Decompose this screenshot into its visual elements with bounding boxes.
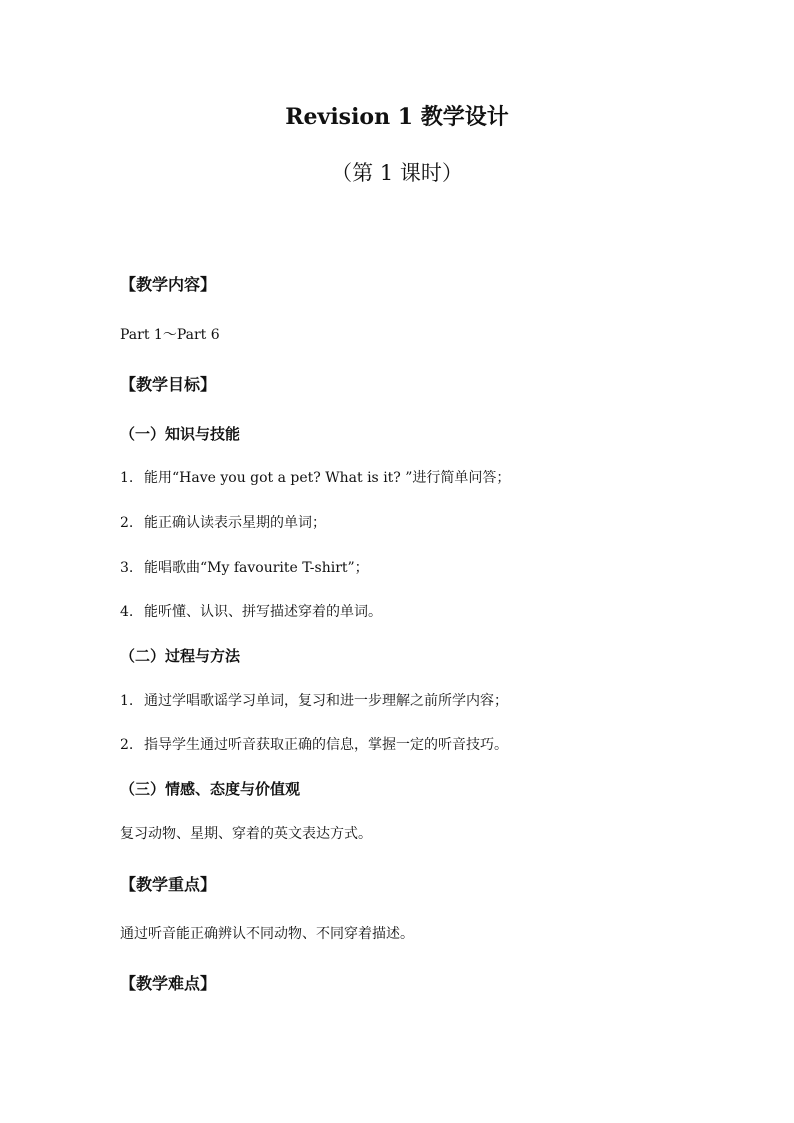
list-item	[120, 557, 369, 577]
goal3-heading: （三）情感、态度与价值观	[120, 780, 301, 798]
goal2-heading: （二）过程与方法	[120, 647, 241, 665]
list-item-number: 1.	[120, 693, 134, 709]
difficulty-heading: 【教学难点】	[120, 974, 217, 993]
list-item-number: 3.	[120, 560, 134, 576]
list-item	[120, 601, 382, 621]
list-item-text: 能唱歌曲“My favourite T-shirt”；	[144, 560, 369, 576]
list-item-text: 能听懂、认识、拼写描述穿着的单词。	[144, 604, 382, 620]
content-text: Part 1～Part 6	[120, 327, 220, 343]
list-item	[120, 467, 510, 487]
list-item-number: 2.	[120, 515, 134, 531]
key-text: 通过听音能正确辨认不同动物、不同穿着描述。	[120, 926, 414, 942]
list-item-number: 4.	[120, 604, 134, 620]
goal3-text: 复习动物、星期、穿着的英文表达方式。	[120, 826, 372, 842]
goal1-heading: （一）知识与技能	[120, 425, 241, 443]
list-item-text: 能用“Have you got a pet? What is it? ”进行简单问答；	[144, 470, 511, 486]
document-subtitle: （第 1 课时）	[331, 161, 463, 185]
content-heading: 【教学内容】	[120, 275, 217, 294]
list-item-text: 能正确认读表示星期的单词；	[144, 515, 326, 531]
list-item	[120, 690, 508, 710]
list-item-text: 通过学唱歌谣学习单词，复习和进一步理解之前所学内容；	[144, 693, 508, 709]
list-item	[120, 512, 326, 532]
list-item-number: 1.	[120, 470, 134, 486]
key-heading: 【教学重点】	[120, 875, 217, 894]
goals-heading: 【教学目标】	[120, 375, 217, 394]
list-item-text: 指导学生通过听音获取正确的信息，掌握一定的听音技巧。	[144, 737, 508, 753]
list-item-number: 2.	[120, 737, 134, 753]
document-title: Revision 1 教学设计	[285, 104, 509, 130]
list-item	[120, 734, 508, 754]
